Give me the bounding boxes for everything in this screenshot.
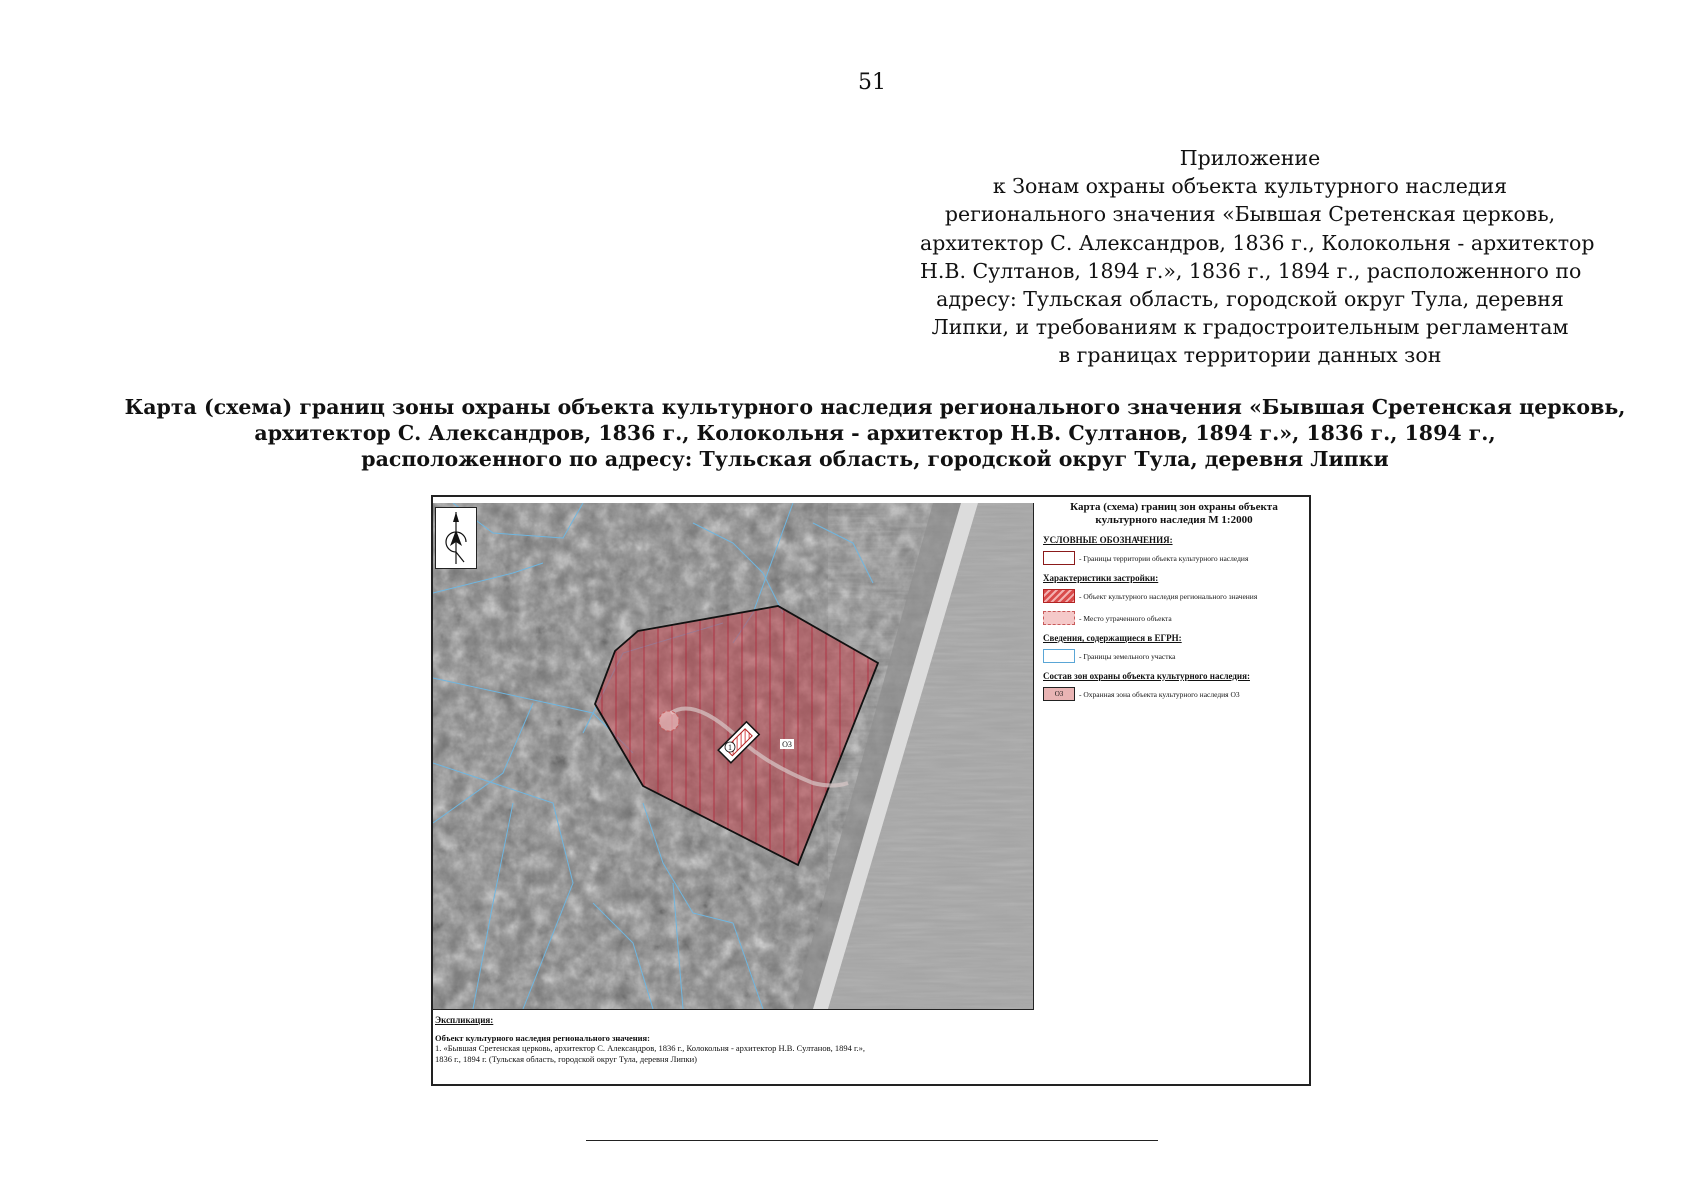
appendix-line: адресу: Тульская область, городской округ Тула, деревня [936, 287, 1564, 312]
title-line: расположенного по адресу: Тульская область, городской округ Тула, деревня Липки [361, 447, 1389, 471]
explication-title: Экспликация: [435, 1015, 494, 1025]
legend-heading-egrn: Сведения, содержащиеся в ЕГРН: [1043, 633, 1182, 643]
document-title [100, 394, 1650, 472]
lost-object-marker [659, 711, 679, 731]
map-legend [1041, 501, 1307, 709]
lost-object-swatch [1043, 611, 1075, 625]
legend-title [1041, 501, 1307, 527]
footer-divider [586, 1140, 1158, 1141]
appendix-line: архитектор С. Александров, 1836 г., Колокольня - архитектор [920, 230, 1595, 255]
legend-heading-building: Характеристики застройки: [1043, 573, 1159, 583]
appendix-caption [920, 144, 1595, 370]
explication-subtitle: Объект культурного наследия регионального значения: [435, 1033, 650, 1043]
map-canvas [433, 503, 1033, 1009]
boundary-swatch [1043, 551, 1075, 565]
object-swatch [1043, 589, 1075, 603]
appendix-line: Приложение [1179, 146, 1321, 170]
legend-title-line: культурного наследия М 1:2000 [1095, 514, 1253, 526]
zone-swatch: О3 [1043, 687, 1075, 701]
north-arrow-icon [436, 508, 476, 568]
map-sheet [431, 495, 1311, 1086]
page-number: 51 [858, 70, 886, 95]
legend-item-lost [1043, 611, 1307, 625]
legend-heading-conventional: УСЛОВНЫЕ ОБОЗНАЧЕНИЯ: [1043, 535, 1173, 545]
appendix-line: Липки, и требованиям к градостроительным регламентам [931, 315, 1569, 340]
legend-item-zone [1043, 687, 1307, 701]
appendix-line: к Зонам охраны объекта культурного наследия [992, 174, 1508, 199]
legend-title-line: Карта (схема) границ зон охраны объекта [1070, 501, 1278, 513]
legend-label: - Место утраченного объекта [1079, 613, 1172, 623]
title-line: архитектор С. Александров, 1836 г., Колокольня - архитектор Н.В. Султанов, 1894 г.», 1836 г., 1894 г., [254, 421, 1496, 445]
legend-label: - Границы земельного участка [1079, 651, 1176, 661]
satellite-map [433, 503, 1034, 1010]
appendix-line: в границах территории данных зон [1058, 343, 1442, 368]
title-line: Карта (схема) границ зоны охраны объекта культурного наследия регионального значения «Бывшая Сретенская церковь, [124, 395, 1626, 419]
appendix-line: регионального значения «Бывшая Сретенская церковь, [944, 202, 1556, 227]
explication-item: 1. «Бывшая Сретенская церковь, архитектор С. Александров, 1836 г., Колокольня - архитектор Н.В. Султанов, 1894 г.», 1836 г., 1894 г. (Тульская область, городской округ Тула, деревня Липки) [435, 1043, 866, 1064]
legend-item-object [1043, 589, 1307, 603]
legend-label: - Объект культурного наследия регионального значения [1079, 591, 1258, 601]
legend-item-boundary [1043, 551, 1307, 565]
zone-map-label: О3 [782, 740, 792, 749]
legend-label: - Границы территории объекта культурного наследия [1079, 553, 1249, 563]
object-number: 1 [728, 743, 732, 752]
appendix-line: Н.В. Султанов, 1894 г.», 1836 г., 1894 г., расположенного по [920, 258, 1582, 283]
legend-item-parcel [1043, 649, 1307, 663]
legend-heading-zones: Состав зон охраны объекта культурного наследия: [1043, 671, 1250, 681]
parcel-swatch [1043, 649, 1075, 663]
legend-label: - Охранная зона объекта культурного наследия О3 [1079, 689, 1240, 699]
north-arrow [435, 507, 477, 569]
explication [435, 1015, 1035, 1064]
